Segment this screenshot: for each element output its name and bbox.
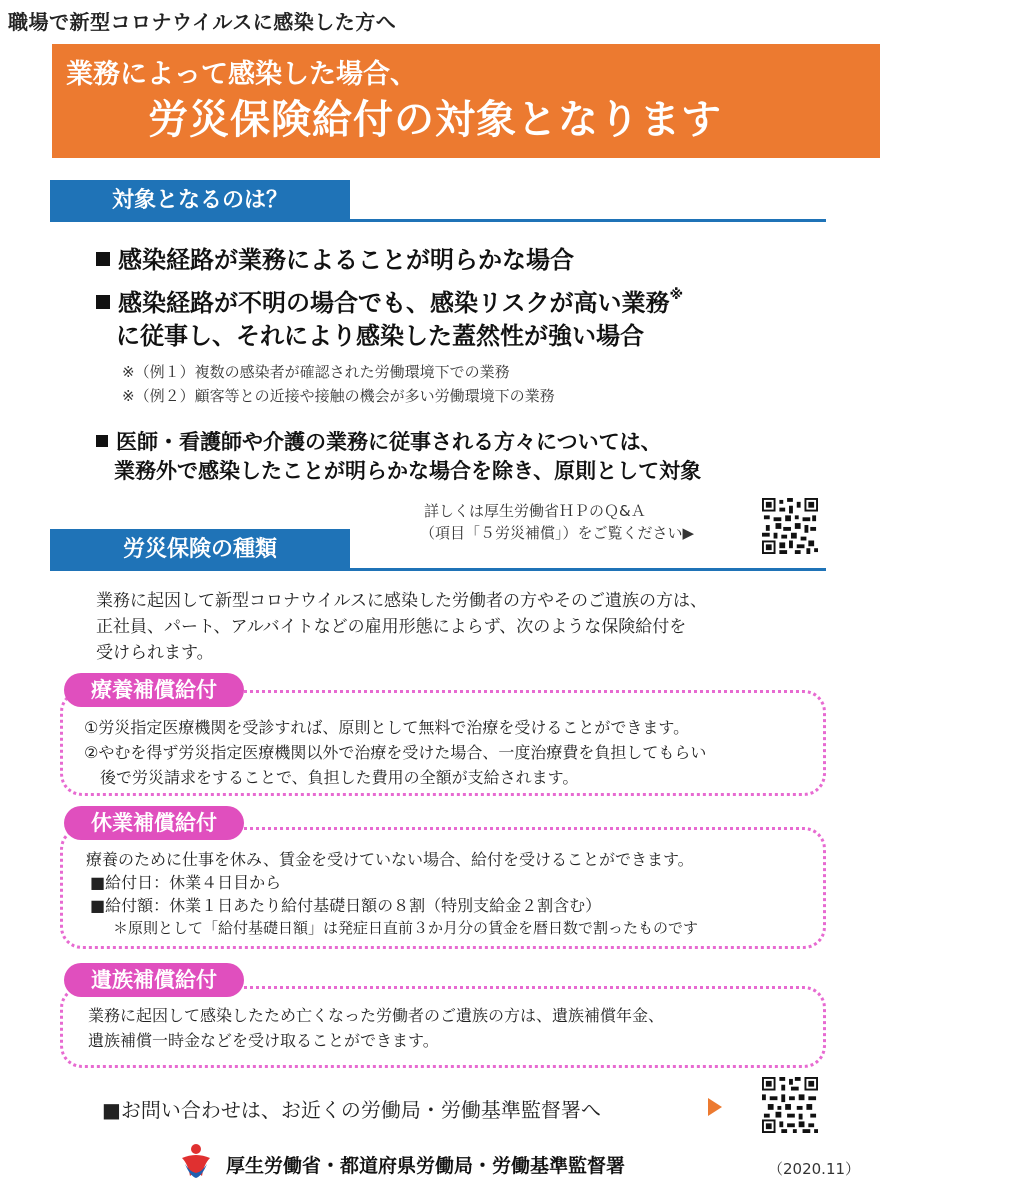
banner-title: 労災保険給付の対象となります [148, 97, 722, 143]
eligibility-item-2 [96, 283, 683, 318]
org-name: 厚生労働省・都道府県労働局・労働基準監督署 [226, 1155, 626, 1177]
intro-line: 業務に起因して新型コロナウイルスに感染した労働者の方やそのご遺族の方は、 [96, 591, 707, 611]
banner-line1: 業務によって感染した場合、 [66, 59, 417, 90]
eligibility-item-text: 感染経路が不明の場合でも、感染リスクが高い業務 [118, 289, 670, 317]
benefit-line: 業務に起因して感染したため亡くなった労働者のご遺族の方は、遺族補償年金、 [88, 1006, 665, 1025]
intro-line: 受けられます。 [96, 643, 214, 663]
eligibility-item-3-cont: 業務外で感染したことが明らかな場合を除き、原則として対象 [114, 459, 702, 483]
square-bullet-icon [96, 295, 110, 309]
footnote-mark: ※ [669, 287, 684, 303]
qa-link-line2: （項目「５労災補償」）をご覧ください▶ [420, 524, 695, 542]
arrow-right-icon [708, 1098, 722, 1116]
contact-text: ■お問い合わせは、お近くの労働局・労働基準監督署へ [102, 1098, 601, 1122]
eligibility-item-1 [96, 240, 574, 275]
benefit-label-absence: 休業補償給付 [64, 806, 244, 840]
benefit-line: ＊原則として「給付基礎日額」は発症日直前３か月分の賃金を暦日数で割ったものです [98, 919, 699, 937]
benefit-body-survivor [88, 1003, 664, 1053]
section-heading-text: 対象となるのは？ [111, 188, 288, 213]
benefit-line: ①労災指定医療機関を受診すれば、原則として無料で治療を受けることができます。 [84, 718, 690, 737]
qr-code-icon[interactable] [762, 1077, 818, 1133]
eligibility-item-2-cont: に従事し、それにより感染した蓋然性が強い場合 [116, 322, 644, 350]
types-intro [96, 588, 707, 666]
eligibility-item-text: 感染経路が業務によることが明らかな場合 [118, 246, 574, 274]
intro-line: 正社員、パート、アルバイトなどの雇用形態によらず、次のような保険給付を [96, 617, 687, 637]
section-heading-types [50, 529, 826, 571]
benefit-line: 遺族補償一時金などを受け取ることができます。 [88, 1031, 439, 1050]
qa-link-line1: 詳しくは厚生労働省ＨＰのＱ&Ａ [424, 502, 646, 520]
benefit-label-medical: 療養補償給付 [64, 673, 244, 707]
benefit-body-absence [86, 848, 698, 940]
example-note-2: ※（例２）顧客等との近接や接触の機会が多い労働環境下の業務 [122, 387, 555, 405]
issue-date: （2020.11） [768, 1160, 861, 1178]
benefit-body-medical [84, 715, 706, 790]
example-note-1: ※（例１）複数の感染者が確認された労働環境下での業務 [122, 363, 510, 381]
mhlw-logo-icon [176, 1142, 216, 1182]
benefit-line: ■給付額：休業１日あたり給付基礎日額の８割（特別支給金２割含む） [90, 896, 602, 915]
eligibility-item-text: 医師・看護師や介護の業務に従事される方々については、 [116, 430, 662, 454]
section-heading-eligibility [50, 180, 826, 222]
square-bullet-icon [96, 435, 108, 447]
square-bullet-icon [96, 252, 110, 266]
section-heading-text: 労災保険の種類 [122, 537, 277, 562]
benefit-line: 後で労災請求をすることで、負担した費用の全額が支給されます。 [84, 768, 579, 787]
top-title: 職場で新型コロナウイルスに感染した方へ [8, 10, 397, 34]
benefit-line: ②やむを得ず労災指定医療機関以外で治療を受けた場合、一度治療費を負担してもらい [84, 743, 707, 762]
benefit-line: 療養のために仕事を休み、賃金を受けていない場合、給付を受けることができます。 [86, 850, 694, 869]
benefit-label-survivor: 遺族補償給付 [64, 963, 244, 997]
eligibility-item-3 [96, 426, 662, 456]
benefit-line: ■給付日：休業４日目から [90, 873, 282, 892]
